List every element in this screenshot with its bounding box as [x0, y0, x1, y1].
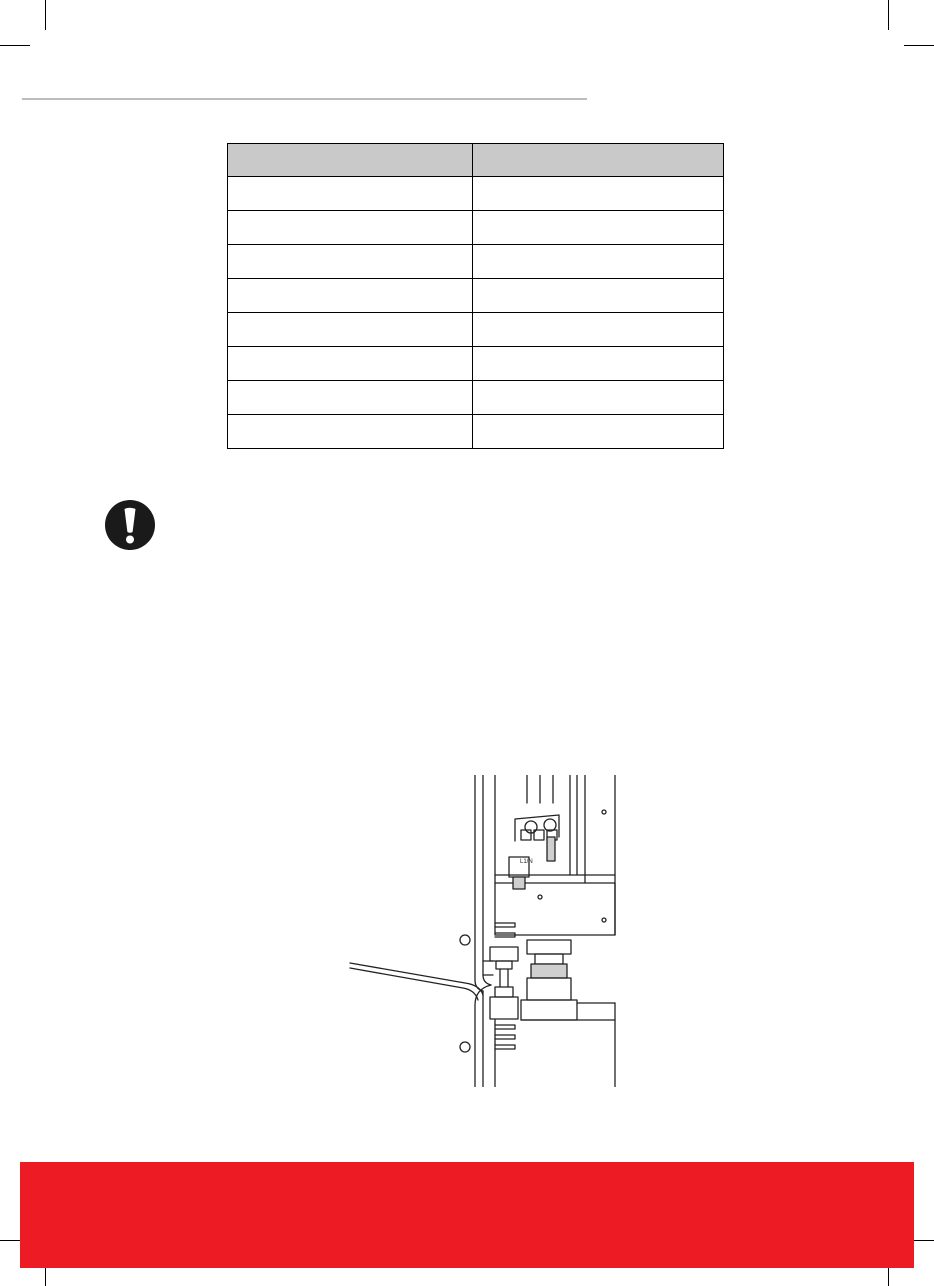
table-cell: [473, 313, 724, 347]
crop-mark: [904, 45, 934, 46]
table-cell: [473, 279, 724, 313]
table-cell: [228, 381, 473, 415]
crop-mark: [45, 0, 46, 30]
exclamation-circle-icon: [104, 499, 156, 551]
table-header-row: [228, 144, 724, 177]
table-cell: [228, 211, 473, 245]
table-cell: [473, 177, 724, 211]
table-row: [228, 313, 724, 347]
table-cell: [228, 347, 473, 381]
terminal-label: L1/N: [520, 859, 533, 865]
table-cell: [228, 415, 473, 449]
footer-band: [20, 1162, 914, 1268]
table-cell: [473, 211, 724, 245]
table-row: [228, 211, 724, 245]
table-cell: [473, 347, 724, 381]
table-cell: [473, 245, 724, 279]
spec-table: [227, 143, 724, 449]
table-cell: [473, 415, 724, 449]
table-cell: [228, 245, 473, 279]
header-rule: [22, 98, 587, 100]
installation-diagram: [345, 775, 630, 1087]
table-row: [228, 381, 724, 415]
crop-mark: [888, 0, 889, 30]
table-row: [228, 415, 724, 449]
table-cell: [228, 279, 473, 313]
table-header-cell: [473, 144, 724, 177]
table-row: [228, 177, 724, 211]
crop-mark: [0, 45, 30, 46]
table-cell: [228, 177, 473, 211]
table-cell: [473, 381, 724, 415]
table-row: [228, 279, 724, 313]
table-row: [228, 245, 724, 279]
table-cell: [228, 313, 473, 347]
table-header-cell: [228, 144, 473, 177]
table-row: [228, 347, 724, 381]
